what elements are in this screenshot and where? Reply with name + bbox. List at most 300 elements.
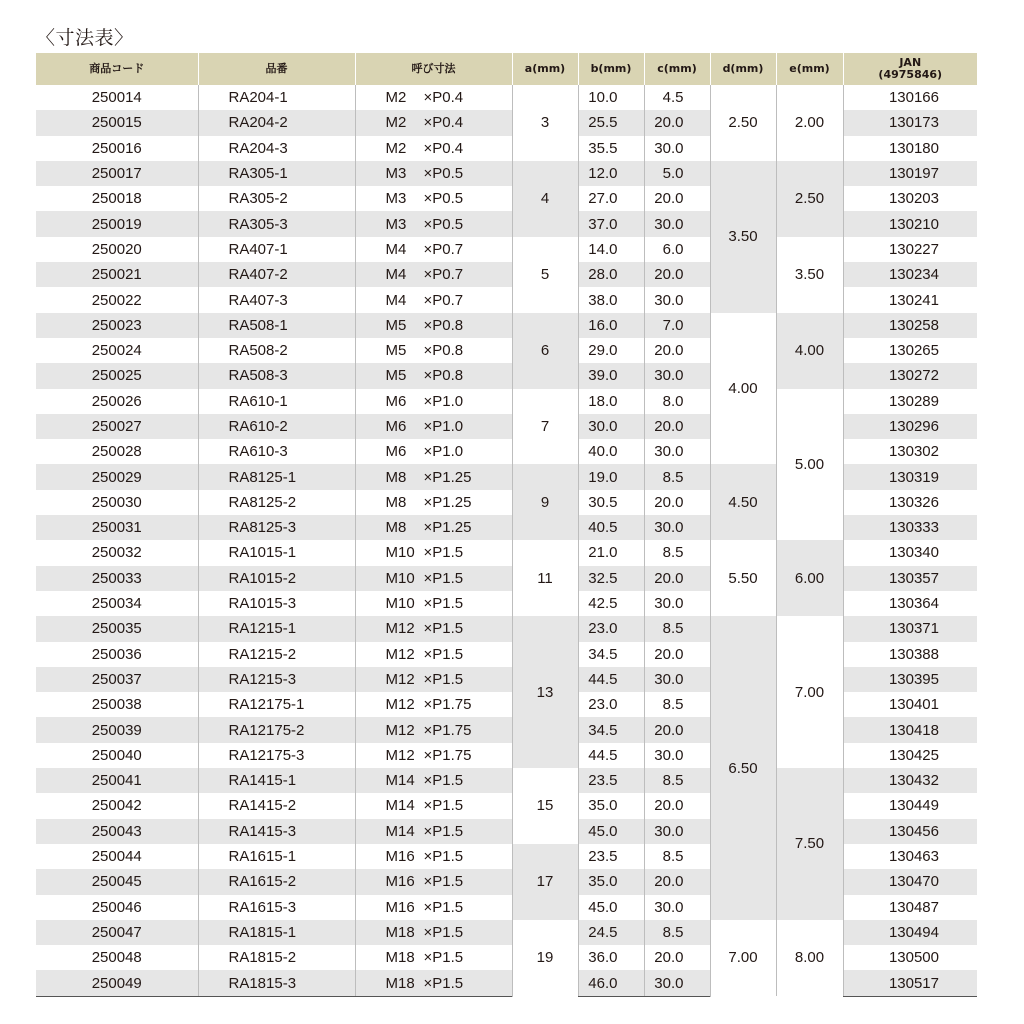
b-dimension-cell: 24.5 [578,920,644,945]
b-dimension-cell: 32.5 [578,566,644,591]
thread-diameter: M12 [385,696,415,714]
e-dimension-cell: 3.50 [776,237,843,313]
a-dimension-cell: 3 [512,85,578,161]
jan-code-cell: 130456 [843,819,977,844]
c-dimension-cell: 30.0 [644,287,710,312]
header-jan-prefix: (4975846) [878,68,943,81]
header-c: c(mm) [644,53,710,85]
nominal-size-cell [355,85,512,110]
thread-pitch: ×P1.5 [423,620,464,638]
nominal-size-cell [355,464,512,489]
part-number-cell: RA1415-2 [198,793,355,818]
jan-code-cell: 130470 [843,869,977,894]
c-dimension-cell: 20.0 [644,869,710,894]
product-code-cell: 250039 [36,717,198,742]
part-number-cell: RA1615-2 [198,869,355,894]
header-a: a(mm) [512,53,578,85]
e-dimension-cell: 7.50 [776,768,843,920]
c-dimension-cell: 30.0 [644,211,710,236]
e-dimension-cell: 6.00 [776,540,843,616]
b-dimension-cell: 39.0 [578,363,644,388]
product-code-cell: 250027 [36,414,198,439]
jan-code-cell: 130487 [843,895,977,920]
product-code-cell: 250029 [36,464,198,489]
part-number-cell: RA407-1 [198,237,355,262]
c-dimension-cell: 20.0 [644,642,710,667]
a-dimension-cell: 19 [512,920,578,996]
c-dimension-cell: 8.5 [644,692,710,717]
nominal-size-cell [355,363,512,388]
part-number-cell: RA610-2 [198,414,355,439]
thread-pitch: ×P0.4 [423,89,464,107]
thread-pitch: ×P1.0 [423,392,464,410]
jan-code-cell: 130289 [843,389,977,414]
jan-code-cell: 130203 [843,186,977,211]
b-dimension-cell: 27.0 [578,186,644,211]
nominal-size-cell [355,819,512,844]
c-dimension-cell: 8.5 [644,844,710,869]
b-dimension-cell: 18.0 [578,389,644,414]
nominal-size-cell [355,490,512,515]
product-code-cell: 250037 [36,667,198,692]
nominal-size-cell [355,439,512,464]
part-number-cell: RA1815-1 [198,920,355,945]
jan-code-cell: 130302 [843,439,977,464]
nominal-size-cell [355,110,512,135]
nominal-size-cell [355,515,512,540]
part-number-cell: RA1215-2 [198,642,355,667]
jan-code-cell: 130319 [843,464,977,489]
nominal-size-cell [355,136,512,161]
part-number-cell: RA305-1 [198,161,355,186]
product-code-cell: 250026 [36,389,198,414]
thread-pitch: ×P1.5 [423,822,464,840]
thread-diameter: M18 [385,974,415,992]
e-dimension-cell: 8.00 [776,920,843,996]
thread-pitch: ×P1.5 [423,595,464,613]
a-dimension-cell: 11 [512,540,578,616]
e-dimension-cell: 5.00 [776,389,843,541]
jan-code-cell: 130388 [843,642,977,667]
table-row [36,237,977,262]
part-number-cell: RA305-2 [198,186,355,211]
nominal-size-cell [355,945,512,970]
c-dimension-cell: 8.5 [644,920,710,945]
part-number-cell: RA407-3 [198,287,355,312]
header-b: b(mm) [578,53,644,85]
c-dimension-cell: 30.0 [644,895,710,920]
jan-code-cell: 130296 [843,414,977,439]
c-dimension-cell: 30.0 [644,743,710,768]
d-dimension-cell: 2.50 [710,85,776,161]
d-dimension-cell: 6.50 [710,616,776,920]
e-dimension-cell: 2.00 [776,85,843,161]
a-dimension-cell: 6 [512,313,578,389]
thread-diameter: M14 [385,822,415,840]
b-dimension-cell: 30.0 [578,414,644,439]
nominal-size-cell [355,211,512,236]
nominal-size-cell [355,667,512,692]
thread-pitch: ×P1.5 [423,873,464,891]
header-e: e(mm) [776,53,843,85]
thread-pitch: ×P1.0 [423,443,464,461]
thread-pitch: ×P0.5 [423,165,464,183]
nominal-size-cell [355,313,512,338]
product-code-cell: 250024 [36,338,198,363]
b-dimension-cell: 14.0 [578,237,644,262]
nominal-size-cell [355,338,512,363]
c-dimension-cell: 20.0 [644,566,710,591]
thread-pitch: ×P0.8 [423,367,464,385]
thread-diameter: M14 [385,772,415,790]
thread-pitch: ×P1.5 [423,544,464,562]
thread-diameter: M2 [385,139,407,157]
thread-diameter: M6 [385,418,407,435]
b-dimension-cell: 45.0 [578,895,644,920]
jan-code-cell: 130500 [843,945,977,970]
c-dimension-cell: 8.5 [644,616,710,641]
nominal-size-cell [355,414,512,439]
thread-diameter: M8 [385,519,407,537]
nominal-size-cell [355,692,512,717]
c-dimension-cell: 20.0 [644,338,710,363]
thread-diameter: M12 [385,620,415,638]
thread-diameter: M3 [385,215,407,233]
b-dimension-cell: 44.5 [578,667,644,692]
b-dimension-cell: 28.0 [578,262,644,287]
jan-code-cell: 130227 [843,237,977,262]
nominal-size-cell [355,793,512,818]
product-code-cell: 250040 [36,743,198,768]
thread-diameter: M14 [385,797,415,815]
thread-pitch: ×P1.5 [423,949,464,967]
part-number-cell: RA1815-2 [198,945,355,970]
product-code-cell: 250032 [36,540,198,565]
thread-pitch: ×P0.7 [423,266,464,284]
b-dimension-cell: 10.0 [578,85,644,110]
header-nominal-size: 呼び寸法 [355,53,512,85]
thread-pitch: ×P1.75 [423,721,472,739]
jan-code-cell: 130272 [843,363,977,388]
a-dimension-cell: 13 [512,616,578,768]
product-code-cell: 250033 [36,566,198,591]
nominal-size-cell [355,616,512,641]
jan-code-cell: 130371 [843,616,977,641]
a-dimension-cell: 7 [512,389,578,465]
thread-pitch: ×P1.25 [423,468,472,486]
b-dimension-cell: 34.5 [578,717,644,742]
a-dimension-cell: 17 [512,844,578,920]
table-row [36,616,977,641]
thread-pitch: ×P1.5 [423,797,464,815]
product-code-cell: 250041 [36,768,198,793]
nominal-size-cell [355,743,512,768]
product-code-cell: 250038 [36,692,198,717]
part-number-cell: RA1615-3 [198,895,355,920]
c-dimension-cell: 20.0 [644,186,710,211]
thread-pitch: ×P0.7 [423,240,464,258]
a-dimension-cell: 9 [512,464,578,540]
d-dimension-cell: 7.00 [710,920,776,996]
part-number-cell: RA1015-1 [198,540,355,565]
product-code-cell: 250049 [36,970,198,996]
header-jan [843,53,977,85]
product-code-cell: 250023 [36,313,198,338]
d-dimension-cell: 4.00 [710,313,776,465]
b-dimension-cell: 21.0 [578,540,644,565]
c-dimension-cell: 20.0 [644,262,710,287]
part-number-cell: RA610-1 [198,389,355,414]
b-dimension-cell: 35.5 [578,136,644,161]
jan-code-cell: 130432 [843,768,977,793]
a-dimension-cell: 4 [512,161,578,237]
c-dimension-cell: 20.0 [644,414,710,439]
thread-pitch: ×P0.5 [423,215,464,233]
b-dimension-cell: 36.0 [578,945,644,970]
thread-pitch: ×P1.75 [423,746,472,764]
thread-pitch: ×P1.75 [423,696,472,714]
product-code-cell: 250017 [36,161,198,186]
c-dimension-cell: 20.0 [644,717,710,742]
product-code-cell: 250042 [36,793,198,818]
table-row [36,389,977,414]
nominal-size-cell [355,920,512,945]
b-dimension-cell: 12.0 [578,161,644,186]
thread-diameter: M3 [385,165,407,183]
product-code-cell: 250025 [36,363,198,388]
part-number-cell: RA8125-2 [198,490,355,515]
part-number-cell: RA12175-1 [198,692,355,717]
nominal-size-cell [355,895,512,920]
c-dimension-cell: 30.0 [644,439,710,464]
thread-diameter: M4 [385,266,407,284]
product-code-cell: 250022 [36,287,198,312]
e-dimension-cell: 7.00 [776,616,843,768]
c-dimension-cell: 6.0 [644,237,710,262]
jan-code-cell: 130425 [843,743,977,768]
nominal-size-cell [355,540,512,565]
thread-diameter: M16 [385,848,415,866]
part-number-cell: RA305-3 [198,211,355,236]
thread-pitch: ×P0.7 [423,291,464,309]
thread-diameter: M12 [385,670,415,688]
thread-diameter: M3 [385,190,407,208]
thread-pitch: ×P1.25 [423,519,472,537]
jan-code-cell: 130166 [843,85,977,110]
page-title: 〈寸法表〉 [36,27,134,49]
c-dimension-cell: 30.0 [644,363,710,388]
thread-pitch: ×P1.5 [423,974,464,992]
jan-code-cell: 130258 [843,313,977,338]
part-number-cell: RA1215-3 [198,667,355,692]
jan-code-cell: 130180 [843,136,977,161]
b-dimension-cell: 29.0 [578,338,644,363]
table-body [36,85,977,996]
thread-pitch: ×P1.0 [423,418,464,435]
part-number-cell: RA1615-1 [198,844,355,869]
part-number-cell: RA8125-1 [198,464,355,489]
thread-pitch: ×P1.5 [423,670,464,688]
thread-diameter: M2 [385,89,407,107]
nominal-size-cell [355,869,512,894]
thread-diameter: M2 [385,114,407,132]
nominal-size-cell [355,717,512,742]
nominal-size-cell [355,237,512,262]
part-number-cell: RA1415-1 [198,768,355,793]
nominal-size-cell [355,287,512,312]
product-code-cell: 250019 [36,211,198,236]
product-code-cell: 250021 [36,262,198,287]
thread-diameter: M5 [385,316,407,334]
product-code-cell: 250014 [36,85,198,110]
thread-pitch: ×P0.5 [423,190,464,208]
c-dimension-cell: 4.5 [644,85,710,110]
thread-diameter: M6 [385,443,407,461]
jan-code-cell: 130401 [843,692,977,717]
nominal-size-cell [355,844,512,869]
d-dimension-cell: 3.50 [710,161,776,313]
b-dimension-cell: 45.0 [578,819,644,844]
jan-code-cell: 130173 [843,110,977,135]
part-number-cell: RA508-3 [198,363,355,388]
b-dimension-cell: 38.0 [578,287,644,312]
thread-pitch: ×P0.8 [423,316,464,334]
product-code-cell: 250045 [36,869,198,894]
header-jan-label: JAN [899,56,922,69]
nominal-size-cell [355,768,512,793]
part-number-cell: RA204-3 [198,136,355,161]
c-dimension-cell: 7.0 [644,313,710,338]
jan-code-cell: 130364 [843,591,977,616]
jan-code-cell: 130326 [843,490,977,515]
d-dimension-cell: 5.50 [710,540,776,616]
d-dimension-cell: 4.50 [710,464,776,540]
thread-diameter: M12 [385,645,415,663]
thread-diameter: M6 [385,392,407,410]
b-dimension-cell: 35.0 [578,793,644,818]
a-dimension-cell: 15 [512,768,578,844]
thread-pitch: ×P1.5 [423,848,464,866]
thread-diameter: M5 [385,342,407,360]
part-number-cell: RA204-2 [198,110,355,135]
nominal-size-cell [355,262,512,287]
thread-diameter: M12 [385,746,415,764]
thread-diameter: M10 [385,595,415,613]
thread-diameter: M10 [385,544,415,562]
a-dimension-cell: 5 [512,237,578,313]
product-code-cell: 250043 [36,819,198,844]
part-number-cell: RA407-2 [198,262,355,287]
product-code-cell: 250046 [36,895,198,920]
header-part-number: 品番 [198,53,355,85]
c-dimension-cell: 8.5 [644,768,710,793]
nominal-size-cell [355,970,512,996]
thread-diameter: M8 [385,493,407,511]
b-dimension-cell: 23.0 [578,616,644,641]
jan-code-cell: 130418 [843,717,977,742]
product-code-cell: 250015 [36,110,198,135]
b-dimension-cell: 34.5 [578,642,644,667]
part-number-cell: RA12175-2 [198,717,355,742]
thread-diameter: M8 [385,468,407,486]
jan-code-cell: 130210 [843,211,977,236]
table-row [36,540,977,565]
product-code-cell: 250044 [36,844,198,869]
table-row [36,313,977,338]
thread-pitch: ×P0.8 [423,342,464,360]
c-dimension-cell: 30.0 [644,667,710,692]
part-number-cell: RA8125-3 [198,515,355,540]
jan-code-cell: 130234 [843,262,977,287]
nominal-size-cell [355,389,512,414]
product-code-cell: 250034 [36,591,198,616]
table-row [36,85,977,110]
b-dimension-cell: 30.5 [578,490,644,515]
b-dimension-cell: 19.0 [578,464,644,489]
thread-diameter: M12 [385,721,415,739]
b-dimension-cell: 46.0 [578,970,644,996]
thread-pitch: ×P0.4 [423,114,464,132]
thread-pitch: ×P1.5 [423,898,464,916]
part-number-cell: RA204-1 [198,85,355,110]
nominal-size-cell [355,186,512,211]
c-dimension-cell: 30.0 [644,515,710,540]
nominal-size-cell [355,591,512,616]
b-dimension-cell: 40.5 [578,515,644,540]
part-number-cell: RA508-1 [198,313,355,338]
thread-diameter: M18 [385,949,415,967]
jan-code-cell: 130517 [843,970,977,996]
part-number-cell: RA1815-3 [198,970,355,996]
nominal-size-cell [355,566,512,591]
jan-code-cell: 130395 [843,667,977,692]
b-dimension-cell: 23.5 [578,844,644,869]
c-dimension-cell: 30.0 [644,136,710,161]
product-code-cell: 250035 [36,616,198,641]
table-header-row [36,53,977,85]
part-number-cell: RA12175-3 [198,743,355,768]
thread-pitch: ×P0.4 [423,139,464,157]
c-dimension-cell: 8.5 [644,464,710,489]
part-number-cell: RA1015-2 [198,566,355,591]
thread-pitch: ×P1.25 [423,493,472,511]
c-dimension-cell: 20.0 [644,110,710,135]
nominal-size-cell [355,642,512,667]
thread-pitch: ×P1.5 [423,923,464,941]
b-dimension-cell: 35.0 [578,869,644,894]
c-dimension-cell: 8.0 [644,389,710,414]
thread-pitch: ×P1.5 [423,772,464,790]
thread-diameter: M5 [385,367,407,385]
thread-pitch: ×P1.5 [423,569,464,587]
product-code-cell: 250047 [36,920,198,945]
jan-code-cell: 130449 [843,793,977,818]
jan-code-cell: 130265 [843,338,977,363]
c-dimension-cell: 20.0 [644,945,710,970]
c-dimension-cell: 30.0 [644,591,710,616]
jan-code-cell: 130333 [843,515,977,540]
product-code-cell: 250030 [36,490,198,515]
b-dimension-cell: 42.5 [578,591,644,616]
e-dimension-cell: 2.50 [776,161,843,237]
part-number-cell: RA610-3 [198,439,355,464]
b-dimension-cell: 23.5 [578,768,644,793]
part-number-cell: RA1215-1 [198,616,355,641]
part-number-cell: RA508-2 [198,338,355,363]
b-dimension-cell: 23.0 [578,692,644,717]
product-code-cell: 250048 [36,945,198,970]
c-dimension-cell: 20.0 [644,490,710,515]
